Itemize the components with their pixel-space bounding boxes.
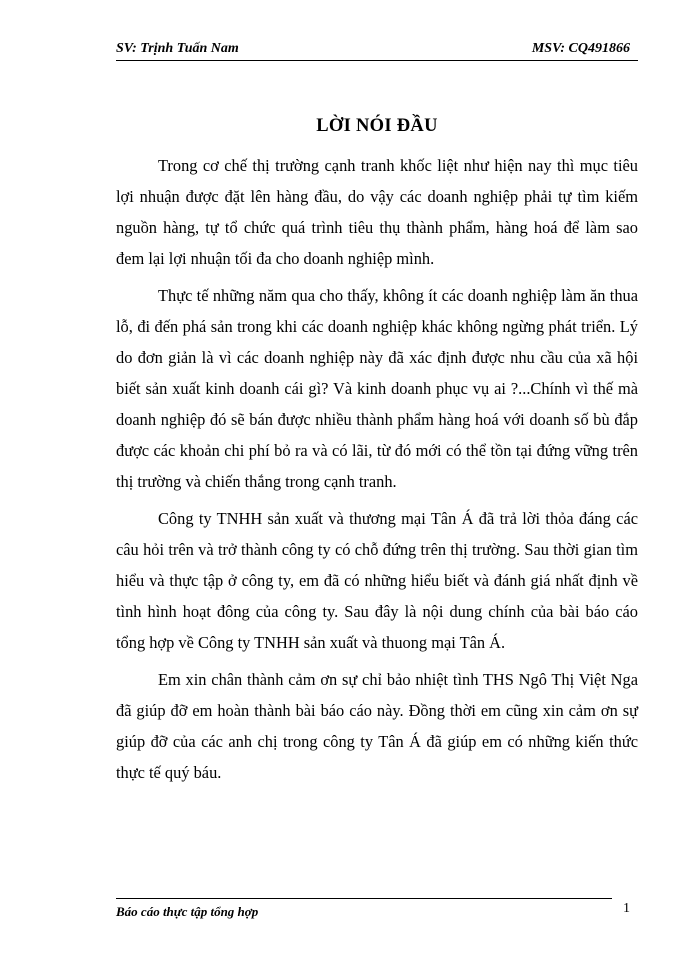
paragraph-3: Công ty TNHH sản xuất và thương mại Tân Á đã trả lời thỏa đáng các câu hỏi trên và trở thành công ty có chỗ đứng trên thị trường. Sau thời gian tìm hiểu và thực tập ở công ty, em đã có những hiểu biết và đánh giá nhất định về tình hình hoạt đông của công ty. Sau đây là nội dung chính của bài báo cáo tổng hợp về Công ty TNHH sản xuất và thuong mại Tân Á. <box>116 509 638 652</box>
page-header <box>116 38 638 61</box>
footer-divider <box>116 898 612 899</box>
paragraph-1: Trong cơ chế thị trường cạnh tranh khốc liệt như hiện nay thì mục tiêu lợi nhuận được đặt lên hàng đầu, do vậy các doanh nghiệp phải tự tìm kiếm nguồn hàng, tự tổ chức quá trình tiêu thụ thành phẩm, hàng hoá để làm sao đem lại lợi nhuận tối đa cho doanh nghiệp mình. <box>116 156 638 268</box>
page-number: 1 <box>623 901 630 916</box>
document-body <box>116 150 638 788</box>
student-name: SV: Trịnh Tuấn Nam <box>116 41 239 56</box>
footer-label: Báo cáo thực tập tổng hợp <box>116 904 259 919</box>
student-id: MSV: CQ491866 <box>531 41 630 56</box>
paragraph-4: Em xin chân thành cảm ơn sự chỉ bảo nhiệt tình THS Ngô Thị Việt Nga đã giúp đỡ em hoàn thành bài báo cáo này. Đồng thời em cũng xin cảm ơn sự giúp đỡ của các anh chị trong công ty Tân Á đã giúp em có những kiến thức thực tế quý báu. <box>116 670 638 782</box>
page-title: LỜI NÓI ĐẦU <box>316 116 438 136</box>
paragraph-2: Thực tế những năm qua cho thấy, không ít các doanh nghiệp làm ăn thua lỗ, đi đến phá sản trong khi các doanh nghiệp khác không ngừng phát triển. Lý do đơn giản là vì các doanh nghiệp này đã xác định được nhu cầu của xã hội biết sản xuất kinh doanh cái gì? Và kinh doanh phục vụ ai ?...Chính vì thế mà doanh nghiệp đó sẽ bán được nhiều thành phẩm hàng hoá với doanh số bù đắp được các khoản chi phí bỏ ra và có lãi, từ đó mới có thể tồn tại đứng vững trên thị trường và chiến thắng trong cạnh tranh. <box>116 286 638 491</box>
